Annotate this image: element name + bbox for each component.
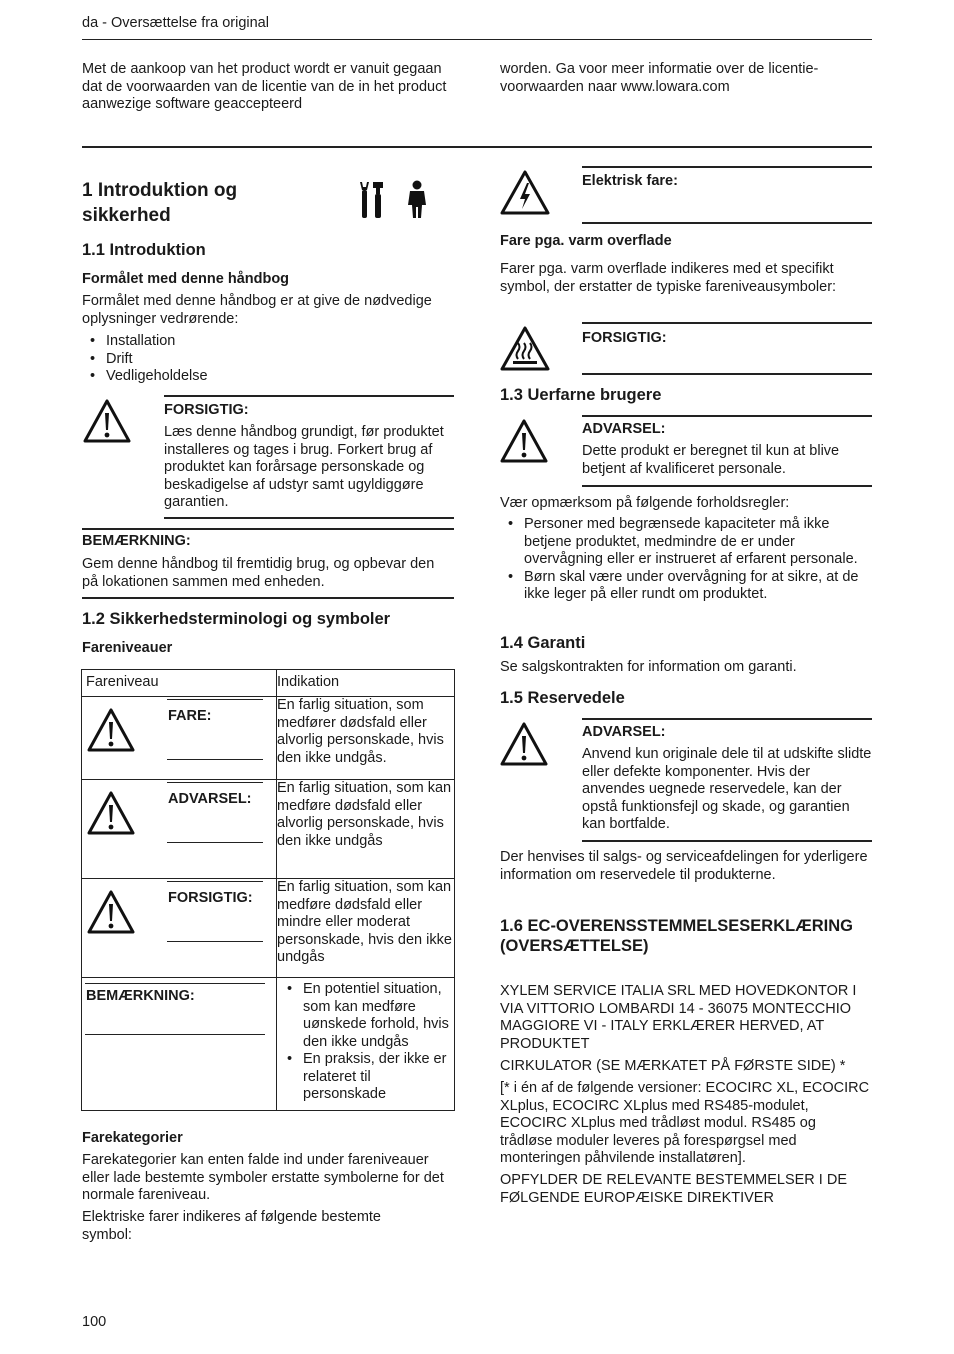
list-item: • Personer med begrænsede kapaciteter må ikke betjene produktet, medmindre de er under overvågning eller er instrueret af erfarent personale. xyxy=(500,516,872,569)
declaration-versions: [* i én af de følgende versioner: ECOCIRC XL, ECOCIRC XLplus, ECOCIRC XLplus med RS485-modulet, ECOCIRC XLplus med trådløst modul. RS485 og trådløse moduler leveres på forespørgsel med monteringen påhvilende installatøren]. xyxy=(500,1080,870,1166)
list-item: • Børn skal være under overvågning for at sikre, at de ikke leger på eller rundt om produktet. xyxy=(500,569,872,604)
warranty-text: Se salgskontrakten for information om garanti. xyxy=(500,659,797,675)
warning-label: ADVARSEL: xyxy=(582,421,666,437)
purpose-text: Formålet med denne håndbog er at give de nødvedige oplysninger vedrørende: xyxy=(82,293,432,327)
level-indication: En farlig situation, som medfører dødsfald eller alvorlig personskade, hvis den ikke undgås. xyxy=(277,697,455,780)
electrical-hazard-text: Elektriske farer indikeres af følgende bestemte symbol: xyxy=(82,1209,381,1243)
table-header-cell: Fareniveau xyxy=(82,670,277,697)
warning-triangle-icon xyxy=(500,418,550,464)
caution-bottom-rule xyxy=(164,517,454,519)
section-rule xyxy=(82,146,872,148)
electrical-hazard-icon xyxy=(500,169,552,217)
warning-triangle-icon xyxy=(83,398,133,444)
license-text-right: worden. Ga voor meer informatie over de licentie-voorwaarden naar www.lowara.com xyxy=(500,61,819,95)
caution-top-rule xyxy=(164,395,454,397)
subsection-title-1-4: 1.4 Garanti xyxy=(500,634,586,652)
warning-text: Anvend kun originale dele til at udskifte slidte eller defekte komponenter. Hvis der anvendes uegnede reservedele, kan der opstå funktionsfejl og skade, og garantien kan bortfalde. xyxy=(582,746,872,832)
table-row xyxy=(82,780,455,879)
person-icon xyxy=(404,180,430,220)
hazard-categories-heading: Farekategorier xyxy=(82,1130,183,1146)
hot-surface-heading: Fare pga. varm overflade xyxy=(500,233,672,249)
caution-triangle-icon xyxy=(87,889,137,935)
warning-text: Dette produkt er beregnet til kun at blive betjent af kvalificeret personale. xyxy=(582,443,840,477)
tools-icon xyxy=(358,180,388,220)
hazard-categories-text: Farekategorier kan enten falde ind under fareniveauer eller lade bestemte symboler erstatte symbolerne for det normale fareniveau. xyxy=(82,1152,444,1203)
declaration-directives: OPFYLDER DE RELEVANTE BESTEMMELSER I DE FØLGENDE EUROPÆISKE DIREKTIVER xyxy=(500,1172,848,1206)
warning-triangle-icon xyxy=(500,721,550,767)
running-header: da - Oversættelse fra original xyxy=(82,15,269,31)
note-label: BEMÆRKNING: xyxy=(82,533,191,549)
page-number: 100 xyxy=(82,1314,107,1330)
hazard-level-table xyxy=(81,669,455,1111)
section-title: 1 Introduktion og sikkerhed xyxy=(82,180,238,226)
list-item: • En praksis, der ikke er relateret til personskade xyxy=(279,1051,450,1104)
level-label: BEMÆRKNING: xyxy=(86,988,195,1004)
list-item: • Vedligeholdelse xyxy=(82,368,442,386)
header-rule xyxy=(82,39,872,40)
notice-list xyxy=(279,981,450,1104)
warning-label: ADVARSEL: xyxy=(582,724,666,740)
hazard-levels-heading: Fareniveauer xyxy=(82,640,173,656)
electrical-hazard-label: Elektrisk fare: xyxy=(582,173,678,189)
precautions-text: Vær opmærksom på følgende forholdsregler: xyxy=(500,495,790,511)
table-header-row xyxy=(82,670,455,697)
level-label: FARE: xyxy=(168,708,212,724)
hot-surface-caution-label: FORSIGTIG: xyxy=(582,330,667,346)
subsection-title-1-3: 1.3 Uerfarne brugere xyxy=(500,386,662,404)
subsection-title-1-6: 1.6 EC-OVERENSSTEMMELSESERKLÆRING (OVERSÆTTELSE) xyxy=(500,917,853,955)
level-label: ADVARSEL: xyxy=(168,791,252,807)
list-item: • Installation xyxy=(82,333,442,351)
list-item: • En potentiel situation, som kan medføre uønskede forhold, hvis den ikke undgås xyxy=(279,981,450,1051)
warning-triangle-icon xyxy=(87,790,137,836)
note-bottom-rule xyxy=(82,597,454,599)
precautions-list xyxy=(500,516,872,604)
spare-parts-text: Der henvises til salgs- og serviceafdelingen for yderligere information om reservedele til produkterne. xyxy=(500,849,868,883)
table-row xyxy=(82,697,455,780)
declaration-text: XYLEM SERVICE ITALIA SRL MED HOVEDKONTOR I VIA VITTORIO LOMBARDI 14 - 36075 MONTECCHIO MAGGIORE VI - ITALY ERKLÆRER HERVED, AT PRODUKTET xyxy=(500,983,857,1052)
table-header-cell: Indikation xyxy=(277,670,455,697)
purpose-heading: Formålet med denne håndbog xyxy=(82,271,290,287)
caution-label: FORSIGTIG: xyxy=(164,402,249,418)
note-text: Gem denne håndbog til fremtidig brug, og opbevar den på lokationen sammen med enheden. xyxy=(82,556,435,590)
license-text-left: Met de aankoop van het product wordt er vanuit gegaan dat de voorwaarden van de licentie van de in het product aanwezige software geaccepteerd xyxy=(82,61,447,112)
list-item: • Drift xyxy=(82,351,442,369)
table-row xyxy=(82,978,455,1111)
table-row xyxy=(82,879,455,978)
level-indication: En farlig situation, som kan medføre dødsfald eller mindre eller moderat personskade, hvis den ikke undgås xyxy=(277,879,455,978)
level-indication: En farlig situation, som kan medføre dødsfald eller alvorlig personskade, hvis den ikke undgås xyxy=(277,780,455,879)
note-top-rule xyxy=(82,528,454,530)
caution-text: Læs denne håndbog grundigt, før produktet installeres og tages i brug. Forkert brug af produktet kan forårsage personskade og beskadigelse af udstyr samt ugyldiggøre garantien. xyxy=(164,424,444,510)
declaration-product: CIRKULATOR (SE MÆRKATET PÅ FØRSTE SIDE) * xyxy=(500,1058,846,1074)
level-label: FORSIGTIG: xyxy=(168,890,253,906)
hot-surface-text: Farer pga. varm overflade indikeres med et specifikt symbol, der erstatter de typiske fareniveausymboler: xyxy=(500,261,837,295)
purpose-list xyxy=(82,333,442,386)
subsection-title-1-5: 1.5 Reservedele xyxy=(500,689,625,707)
subsection-title-1-2: 1.2 Sikkerhedsterminologi og symboler xyxy=(82,610,391,628)
subsection-title-1-1: 1.1 Introduktion xyxy=(82,241,206,259)
danger-triangle-icon xyxy=(87,707,137,753)
hot-surface-icon xyxy=(500,325,552,373)
